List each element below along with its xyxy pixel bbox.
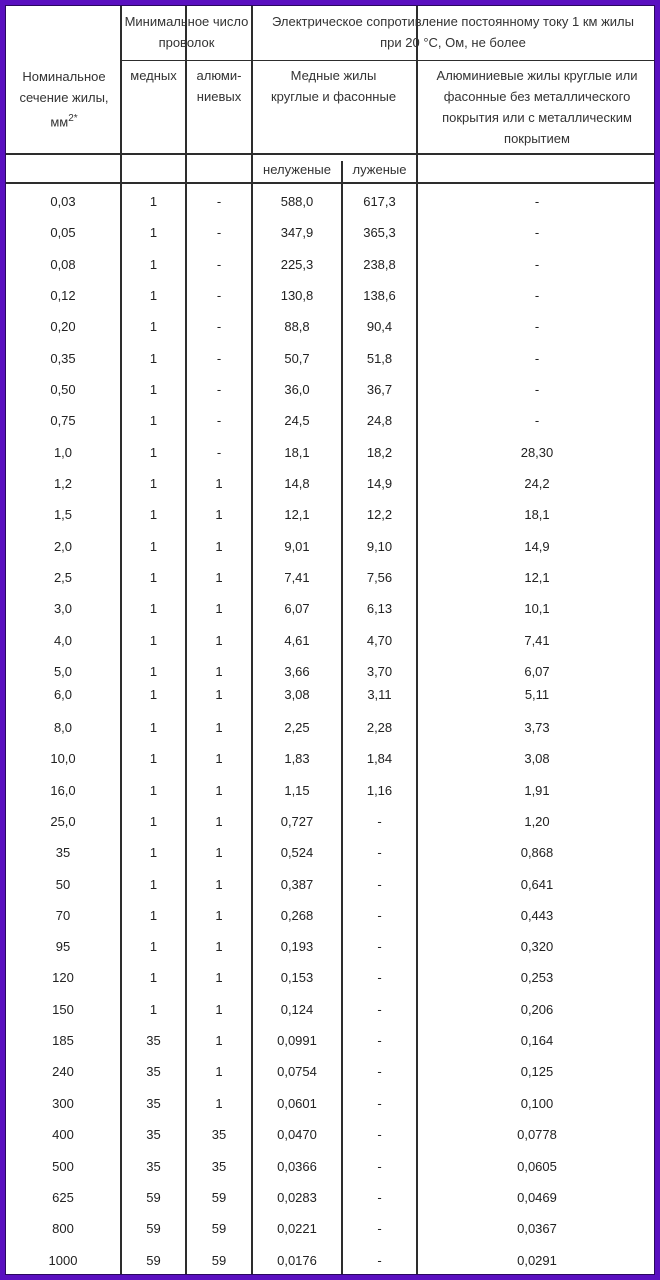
cell-aluminum-resistance: 0,641 — [520, 877, 554, 892]
cell-untinned: 0,153 — [280, 970, 314, 985]
cell-untinned: 50,7 — [284, 351, 310, 366]
cell-aluminum-wires: 1 — [215, 720, 223, 735]
cell-aluminum-wires: - — [216, 288, 222, 303]
cell-aluminum-resistance: 0,0291 — [517, 1253, 557, 1268]
cell-aluminum-resistance: 0,0778 — [517, 1127, 557, 1142]
table-row — [6, 967, 655, 989]
cell-tinned: - — [377, 970, 382, 985]
cell-tinned: - — [377, 1096, 382, 1111]
cell-aluminum-resistance: 3,73 — [524, 720, 550, 735]
cell-copper-wires: 35 — [146, 1033, 161, 1048]
section-header — [10, 66, 118, 132]
cell-copper-wires: 1 — [149, 939, 158, 954]
cell-tinned: 3,70 — [366, 664, 393, 679]
cell-aluminum-wires: 1 — [215, 687, 223, 702]
cell-untinned: 0,727 — [280, 814, 314, 829]
table-row — [6, 717, 655, 739]
cell-aluminum-resistance: 14,9 — [524, 539, 550, 554]
table-row — [6, 1061, 655, 1083]
cell-copper-wires: 1 — [149, 720, 158, 735]
cell-tinned: - — [377, 1221, 382, 1236]
table-row — [6, 1030, 655, 1052]
cell-tinned: - — [377, 1253, 382, 1268]
cell-untinned: 3,66 — [284, 664, 310, 679]
cell-untinned: 0,0366 — [277, 1159, 317, 1174]
cell-aluminum-wires: 1 — [215, 751, 223, 766]
cell-aluminum-wires: 59 — [211, 1221, 227, 1236]
cell-section: 120 — [52, 970, 74, 985]
cell-aluminum-resistance: 18,1 — [524, 507, 550, 522]
cell-aluminum-resistance: - — [534, 382, 540, 397]
cell-tinned: - — [377, 1033, 382, 1048]
cell-untinned: 588,0 — [280, 194, 314, 209]
table-row — [6, 598, 655, 620]
cell-section: 150 — [52, 1002, 74, 1017]
cell-section: 0,03 — [50, 194, 76, 209]
cell-tinned: 12,2 — [366, 507, 393, 522]
cell-untinned: 0,0176 — [277, 1253, 317, 1268]
cell-untinned: 0,124 — [280, 1002, 314, 1017]
cell-tinned: 1,16 — [366, 783, 393, 798]
table-row — [6, 1218, 655, 1240]
cell-section: 300 — [52, 1096, 74, 1111]
table-row — [6, 936, 655, 958]
cell-aluminum-resistance: 10,1 — [524, 601, 550, 616]
cell-aluminum-resistance: 0,253 — [520, 970, 554, 985]
cell-copper-wires: 1 — [149, 814, 158, 829]
cell-aluminum-wires: 1 — [215, 1002, 223, 1017]
grid-line — [6, 153, 655, 155]
cell-section: 8,0 — [53, 720, 73, 735]
cell-aluminum-resistance: 1,91 — [524, 783, 550, 798]
cell-untinned: 0,268 — [280, 908, 314, 923]
cell-aluminum-wires: 1 — [215, 783, 223, 798]
cell-aluminum-resistance: - — [534, 194, 540, 209]
table-row — [6, 661, 655, 683]
table-row — [6, 254, 655, 276]
table-row — [6, 222, 655, 244]
cell-aluminum-resistance: 1,20 — [524, 814, 550, 829]
cell-aluminum-wires: 1 — [215, 1033, 223, 1048]
cell-section: 2,0 — [53, 539, 73, 554]
cell-tinned: 51,8 — [366, 351, 393, 366]
cell-copper-wires: 59 — [146, 1253, 161, 1268]
cell-copper-wires: 1 — [149, 908, 158, 923]
cell-aluminum-resistance: 0,868 — [520, 845, 554, 860]
table-row — [6, 905, 655, 927]
cell-untinned: 0,524 — [280, 845, 314, 860]
aluminum-wires-header: алюми-ниевых — [196, 68, 242, 104]
resistance-table — [5, 5, 655, 1275]
cell-aluminum-resistance: 0,0367 — [517, 1221, 557, 1236]
cell-aluminum-wires: 1 — [215, 845, 223, 860]
table-row — [6, 874, 655, 896]
cell-tinned: - — [377, 1002, 382, 1017]
cell-untinned: 1,15 — [284, 783, 310, 798]
cell-untinned: 0,0991 — [277, 1033, 317, 1048]
cell-tinned: 238,8 — [363, 257, 396, 272]
cell-section: 25,0 — [50, 814, 76, 829]
cell-copper-wires: 1 — [149, 507, 158, 522]
cell-untinned: 347,9 — [280, 225, 314, 240]
cell-tinned: 7,56 — [366, 570, 393, 585]
section-header-star: * — [73, 113, 78, 124]
table-row — [6, 1124, 655, 1146]
grid-line — [6, 182, 655, 184]
cell-aluminum-resistance: 0,0605 — [517, 1159, 557, 1174]
cell-section: 1,0 — [53, 445, 73, 460]
cell-aluminum-wires: 1 — [215, 664, 223, 679]
cell-section: 6,0 — [53, 687, 73, 702]
cell-aluminum-wires: 1 — [215, 877, 223, 892]
table-row — [6, 473, 655, 495]
cell-section: 95 — [55, 939, 71, 954]
cell-copper-wires: 1 — [149, 1002, 158, 1017]
cell-tinned: - — [377, 877, 382, 892]
table-row — [6, 1156, 655, 1178]
cell-untinned: 2,25 — [284, 720, 310, 735]
cell-copper-wires: 1 — [149, 687, 158, 702]
cell-aluminum-resistance: - — [534, 288, 540, 303]
cell-aluminum-resistance: - — [534, 351, 540, 366]
min-wires-header: Минимальное число проволок — [124, 14, 249, 50]
section-header-unit: мм — [50, 114, 69, 130]
cell-aluminum-resistance: - — [534, 413, 540, 428]
cell-aluminum-wires: - — [216, 194, 222, 209]
cell-section: 1,5 — [53, 507, 73, 522]
cell-tinned: - — [377, 1127, 382, 1142]
section-header-label: Номинальное сечение жилы, — [19, 69, 109, 105]
table-row — [6, 285, 655, 307]
table-row — [6, 567, 655, 589]
cell-section: 4,0 — [53, 633, 73, 648]
cell-aluminum-wires: 1 — [215, 970, 223, 985]
cell-aluminum-wires: 1 — [215, 539, 223, 554]
cell-aluminum-resistance: - — [534, 257, 540, 272]
cell-untinned: 0,0601 — [277, 1096, 317, 1111]
cell-section: 625 — [52, 1190, 74, 1205]
cell-aluminum-wires: - — [216, 257, 222, 272]
cell-tinned: 9,10 — [366, 539, 393, 554]
cell-copper-wires: 1 — [149, 194, 158, 209]
cell-tinned: 90,4 — [366, 319, 393, 334]
cell-copper-wires: 1 — [149, 970, 158, 985]
table-row — [6, 811, 655, 833]
cell-tinned: 3,11 — [367, 687, 392, 702]
cell-aluminum-resistance: 0,100 — [520, 1096, 554, 1111]
cell-untinned: 6,07 — [284, 601, 310, 616]
table-row — [6, 630, 655, 652]
cell-section: 35 — [55, 845, 71, 860]
cell-aluminum-wires: 1 — [215, 601, 223, 616]
cell-aluminum-resistance: 12,1 — [524, 570, 550, 585]
cell-tinned: - — [377, 908, 382, 923]
cell-aluminum-resistance: 6,07 — [524, 664, 550, 679]
cell-tinned: 36,7 — [366, 382, 393, 397]
cell-copper-wires: 1 — [149, 845, 158, 860]
cell-copper-wires: 59 — [146, 1221, 161, 1236]
cell-section: 3,0 — [53, 601, 73, 616]
cell-aluminum-wires: - — [216, 351, 222, 366]
cell-copper-wires: 1 — [149, 783, 158, 798]
cell-section: 50 — [55, 877, 71, 892]
cell-section: 0,20 — [50, 319, 76, 334]
cell-aluminum-resistance: 0,443 — [520, 908, 554, 923]
cell-section: 16,0 — [50, 783, 76, 798]
cell-copper-wires: 1 — [149, 877, 158, 892]
cell-aluminum-wires: 1 — [215, 476, 223, 491]
table-row — [6, 684, 655, 706]
cell-copper-wires: 1 — [149, 351, 158, 366]
cell-aluminum-wires: 59 — [211, 1253, 227, 1268]
cell-tinned: - — [377, 845, 382, 860]
copper-wires-header: медных — [130, 68, 177, 83]
cell-copper-wires: 1 — [149, 225, 158, 240]
cell-untinned: 12,1 — [284, 507, 310, 522]
cell-copper-wires: 35 — [146, 1127, 161, 1142]
cell-tinned: 365,3 — [363, 225, 396, 240]
cell-untinned: 0,0754 — [277, 1064, 317, 1079]
table-row — [6, 1187, 655, 1209]
tinned-header: луженые — [352, 162, 407, 177]
cell-copper-wires: 1 — [149, 664, 158, 679]
table-row — [6, 504, 655, 526]
resistance-header: Электрическое сопротивление постоянному току 1 км жилы при 20 °С, Ом, не более — [271, 14, 634, 50]
cell-aluminum-resistance: 24,2 — [524, 476, 550, 491]
cell-aluminum-resistance: 7,41 — [524, 633, 550, 648]
cell-copper-wires: 1 — [149, 288, 158, 303]
cell-aluminum-wires: - — [216, 319, 222, 334]
table-row — [6, 348, 655, 370]
cell-untinned: 0,387 — [280, 877, 314, 892]
cell-tinned: 2,28 — [366, 720, 393, 735]
cell-tinned: 18,2 — [366, 445, 393, 460]
table-row — [6, 1093, 655, 1115]
cell-copper-wires: 1 — [149, 257, 158, 272]
cell-untinned: 18,1 — [284, 445, 310, 460]
cell-tinned: 6,13 — [366, 601, 393, 616]
cell-untinned: 0,193 — [280, 939, 314, 954]
table-row — [6, 842, 655, 864]
cell-tinned: - — [377, 1190, 382, 1205]
cell-aluminum-wires: 1 — [215, 570, 223, 585]
cell-copper-wires: 59 — [146, 1190, 161, 1205]
cell-tinned: 138,6 — [363, 288, 396, 303]
cell-section: 240 — [52, 1064, 74, 1079]
table-row — [6, 379, 655, 401]
cell-section: 800 — [52, 1221, 74, 1236]
cell-aluminum-wires: - — [216, 445, 222, 460]
table-row — [6, 191, 655, 213]
cell-section: 5,0 — [53, 664, 73, 679]
table-row — [6, 442, 655, 464]
cell-copper-wires: 1 — [149, 476, 158, 491]
cell-aluminum-resistance: - — [534, 225, 540, 240]
cell-aluminum-resistance: 3,08 — [524, 751, 550, 766]
cell-tinned: - — [377, 814, 382, 829]
cell-aluminum-wires: 35 — [211, 1127, 227, 1142]
cell-untinned: 0,0283 — [277, 1190, 317, 1205]
cell-untinned: 1,83 — [284, 751, 310, 766]
cell-aluminum-resistance: 5,11 — [524, 687, 550, 702]
untinned-header: нелуженые — [263, 162, 331, 177]
cell-section: 0,50 — [50, 382, 76, 397]
cell-section: 70 — [55, 908, 71, 923]
table-row — [6, 748, 655, 770]
cell-tinned: 617,3 — [363, 194, 396, 209]
table-row — [6, 536, 655, 558]
aluminum-cores-header: Алюминиевые жилы круглые или фасонные без металлического покрытия или с металлическим покрытием — [436, 68, 638, 146]
table-row — [6, 780, 655, 802]
cell-untinned: 130,8 — [280, 288, 314, 303]
cell-section: 0,35 — [50, 351, 76, 366]
copper-cores-header: Медные жилы круглые и фасонные — [270, 68, 397, 104]
cell-section: 500 — [52, 1159, 74, 1174]
cell-untinned: 0,0221 — [277, 1221, 317, 1236]
cell-aluminum-wires: - — [216, 413, 222, 428]
cell-tinned: 14,9 — [366, 476, 393, 491]
cell-aluminum-wires: 1 — [215, 908, 223, 923]
cell-section: 2,5 — [53, 570, 73, 585]
cell-untinned: 4,61 — [284, 633, 310, 648]
cell-aluminum-wires: 59 — [211, 1190, 227, 1205]
cell-section: 0,08 — [50, 257, 76, 272]
cell-aluminum-wires: 1 — [215, 814, 223, 829]
cell-aluminum-resistance: - — [534, 319, 540, 334]
table-row — [6, 316, 655, 338]
cell-aluminum-resistance: 28,30 — [520, 445, 554, 460]
table-row — [6, 1250, 655, 1272]
cell-aluminum-wires: 1 — [215, 633, 223, 648]
cell-aluminum-resistance: 0,320 — [520, 939, 554, 954]
cell-tinned: - — [377, 939, 382, 954]
cell-untinned: 3,08 — [284, 687, 310, 702]
grid-line — [122, 60, 655, 61]
cell-copper-wires: 1 — [149, 601, 158, 616]
cell-untinned: 9,01 — [284, 539, 310, 554]
cell-aluminum-resistance: 0,206 — [520, 1002, 554, 1017]
cell-aluminum-resistance: 0,125 — [520, 1064, 554, 1079]
cell-copper-wires: 35 — [146, 1064, 161, 1079]
cell-section: 0,75 — [50, 413, 76, 428]
cell-aluminum-wires: - — [216, 225, 222, 240]
section-header-sup: 2 — [68, 113, 74, 124]
cell-tinned: - — [377, 1064, 382, 1079]
cell-tinned: 4,70 — [366, 633, 393, 648]
cell-section: 0,05 — [50, 225, 76, 240]
cell-copper-wires: 35 — [146, 1159, 161, 1174]
cell-untinned: 14,8 — [284, 476, 310, 491]
cell-section: 1,2 — [53, 476, 73, 491]
cell-aluminum-wires: - — [216, 382, 222, 397]
cell-tinned: 1,84 — [366, 751, 393, 766]
cell-untinned: 225,3 — [280, 257, 314, 272]
cell-tinned: - — [377, 1159, 382, 1174]
cell-aluminum-wires: 1 — [215, 1096, 223, 1111]
cell-section: 400 — [52, 1127, 74, 1142]
cell-section: 185 — [52, 1033, 74, 1048]
table-row — [6, 410, 655, 432]
cell-copper-wires: 1 — [149, 570, 158, 585]
cell-untinned: 24,5 — [284, 413, 310, 428]
cell-copper-wires: 1 — [149, 539, 158, 554]
cell-copper-wires: 1 — [149, 413, 158, 428]
cell-section: 0,12 — [50, 288, 76, 303]
cell-section: 10,0 — [50, 751, 76, 766]
cell-tinned: 24,8 — [366, 413, 393, 428]
cell-aluminum-resistance: 0,164 — [520, 1033, 554, 1048]
cell-copper-wires: 1 — [149, 633, 158, 648]
cell-aluminum-wires: 1 — [215, 939, 223, 954]
cell-copper-wires: 1 — [149, 751, 158, 766]
cell-untinned: 88,8 — [284, 319, 310, 334]
cell-untinned: 36,0 — [284, 382, 310, 397]
cell-copper-wires: 35 — [146, 1096, 161, 1111]
cell-untinned: 7,41 — [284, 570, 310, 585]
cell-copper-wires: 1 — [149, 445, 158, 460]
cell-untinned: 0,0470 — [277, 1127, 317, 1142]
cell-aluminum-wires: 1 — [215, 507, 223, 522]
cell-aluminum-wires: 1 — [215, 1064, 223, 1079]
cell-aluminum-resistance: 0,0469 — [517, 1190, 557, 1205]
cell-aluminum-wires: 35 — [211, 1159, 227, 1174]
cell-copper-wires: 1 — [149, 319, 158, 334]
table-row — [6, 999, 655, 1021]
cell-copper-wires: 1 — [149, 382, 158, 397]
cell-section: 1000 — [48, 1253, 78, 1268]
